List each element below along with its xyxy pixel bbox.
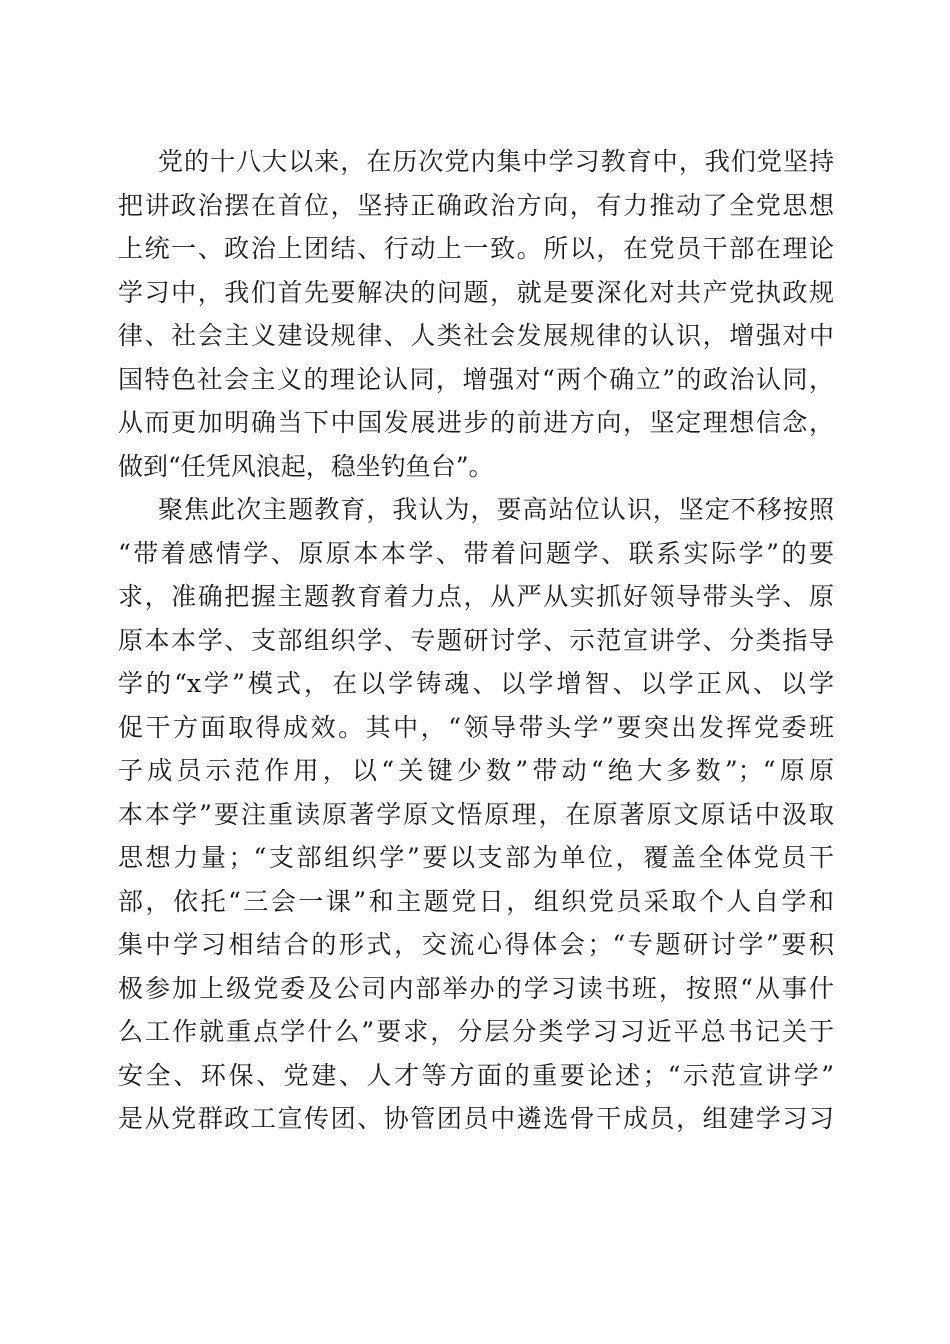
paragraph-line: 集中学习相结合的形式，交流心得体会；“专题研讨学”要积 xyxy=(118,930,834,959)
paragraph-line: 上统一、政治上团结、行动上一致。所以，在党员干部在理论 xyxy=(118,234,834,263)
paragraph-line: 部，依托“三会一课”和主题党日，组织党员采取个人自学和 xyxy=(118,886,834,916)
paragraph-line: 极参加上级党委及公司内部举办的学习读书班，按照“从事什 xyxy=(118,973,834,1003)
paragraph-line: 律、社会主义建设规律、人类社会发展规律的认识，增强对中 xyxy=(118,321,834,350)
paragraph-2 xyxy=(118,488,834,1141)
paragraph-line: 学的“x学”模式，在以学铸魂、以学增智、以学正风、以学 xyxy=(118,669,834,698)
paragraph-line: “带着感情学、原原本本学、带着问题学、联系实际学”的要 xyxy=(118,538,834,568)
paragraph-line: 国特色社会主义的理论认同，增强对“两个确立”的政治认同， xyxy=(118,364,834,394)
paragraph-line: 从而更加明确当下中国发展进步的前进方向，坚定理想信念， xyxy=(118,408,834,437)
paragraph-line: 么工作就重点学什么”要求，分层分类学习习近平总书记关于 xyxy=(118,1017,834,1046)
paragraph-line: 学习中，我们首先要解决的问题，就是要深化对共产党执政规 xyxy=(118,277,834,307)
paragraph-line: 做到“任凭风浪起，稳坐钓鱼台”。 xyxy=(118,451,494,481)
paragraph-line: 本本学”要注重读原著学原文悟原理，在原著原文原话中汲取 xyxy=(118,799,834,829)
paragraph-line: 党的十八大以来，在历次党内集中学习教育中，我们党坚持 xyxy=(158,147,834,176)
paragraph-1 xyxy=(118,140,834,488)
paragraph-line: 把讲政治摆在首位，坚持正确政治方向，有力推动了全党思想 xyxy=(118,190,834,220)
document-body xyxy=(118,140,834,1141)
paragraph-line: 原本本学、支部组织学、专题研讨学、示范宣讲学、分类指导 xyxy=(118,625,834,655)
paragraph-line: 思想力量；“支部组织学”要以支部为单位，覆盖全体党员干 xyxy=(118,843,834,872)
paragraph-line: 聚焦此次主题教育，我认为，要高站位认识，坚定不移按照 xyxy=(158,495,834,524)
paragraph-line: 求，准确把握主题教育着力点，从严从实抓好领导带头学、原 xyxy=(118,582,834,611)
paragraph-line: 是从党群政工宣传团、协管团员中遴选骨干成员，组建学习习 xyxy=(118,1104,834,1133)
paragraph-line: 子成员示范作用，以“关键少数”带动“绝大多数”；“原原 xyxy=(118,756,834,785)
paragraph-line: 促干方面取得成效。其中，“领导带头学”要突出发挥党委班 xyxy=(118,712,834,742)
paragraph-line: 安全、环保、党建、人才等方面的重要论述；“示范宣讲学” xyxy=(118,1060,834,1090)
